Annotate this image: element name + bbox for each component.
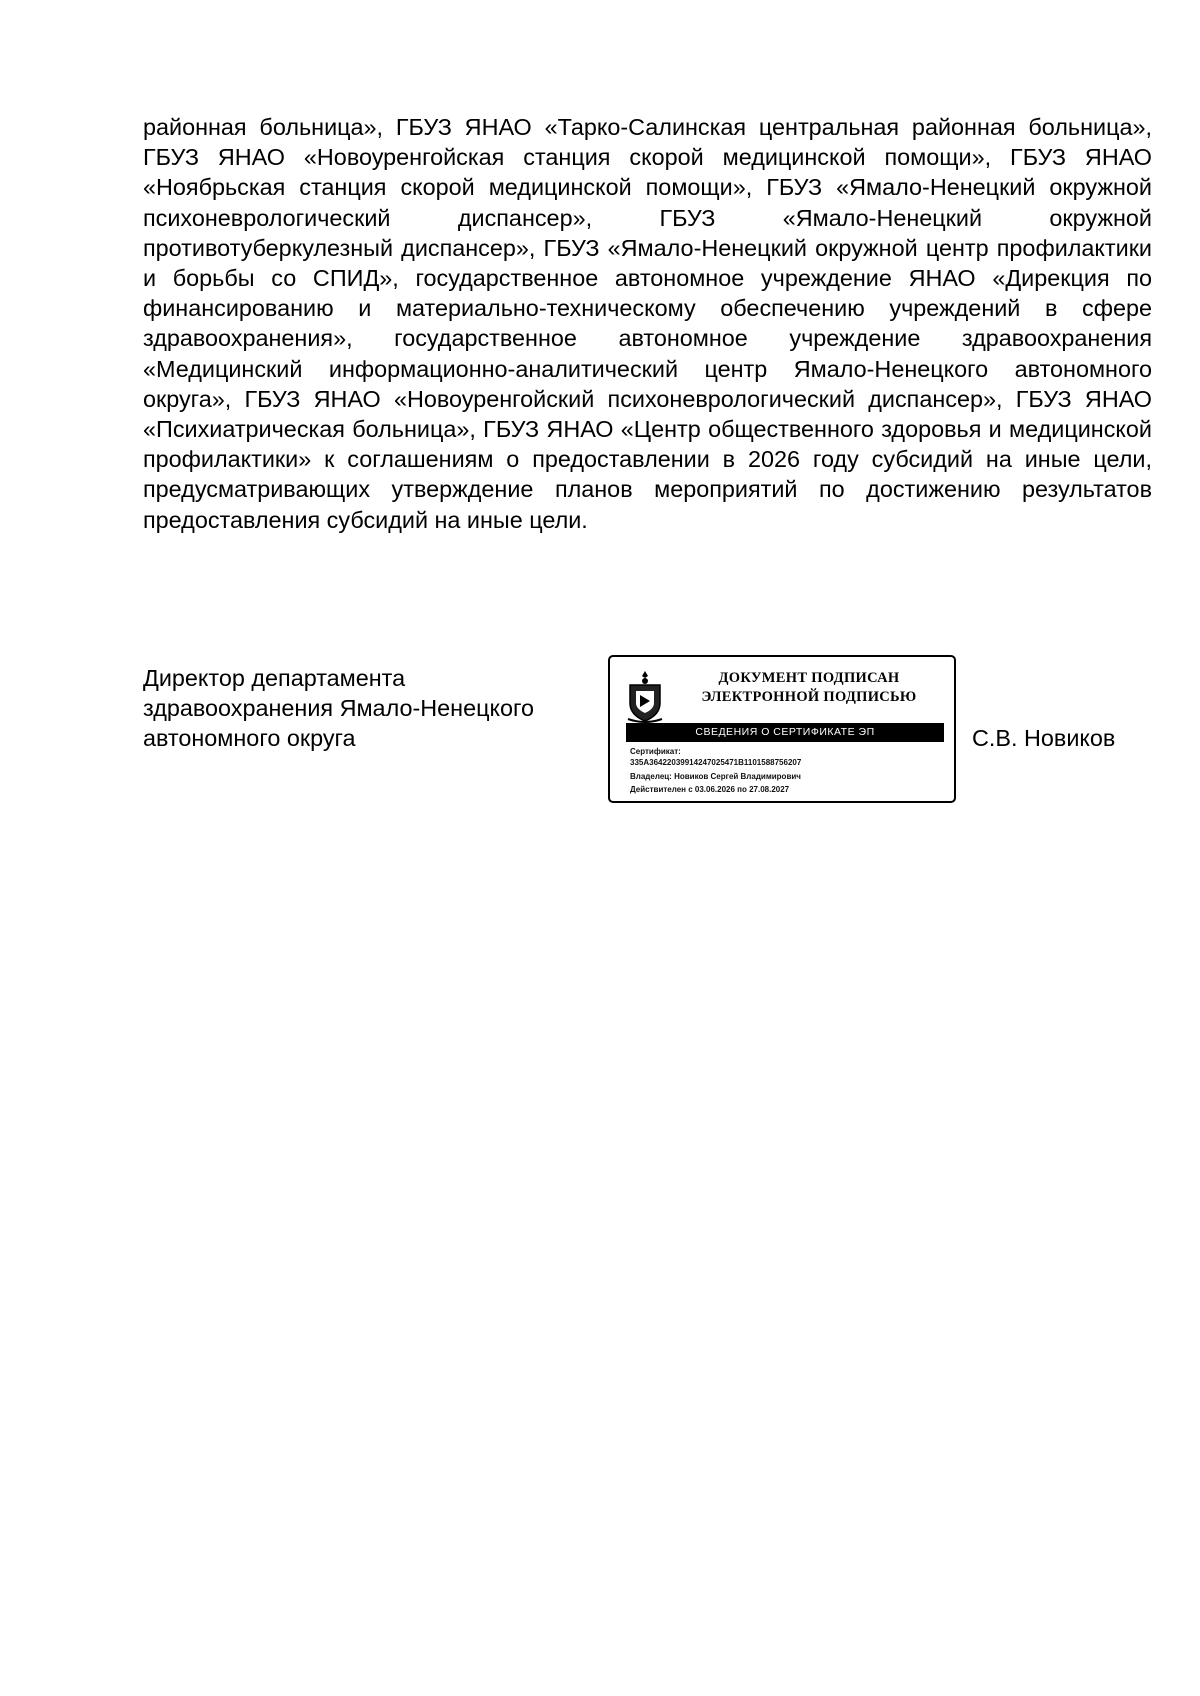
stamp-validity: Действителен с 03.06.2026 по 27.08.2027 — [630, 785, 790, 794]
electronic-signature-stamp — [608, 655, 956, 803]
signer-title: Директор департамента здравоохранения Ямало-Ненецкого автономного округа — [143, 665, 535, 751]
stamp-certificate-label: Сертификат: — [630, 747, 681, 756]
signer-name: С.В. Новиков — [972, 725, 1116, 751]
document-body-text: районная больница», ГБУЗ ЯНАО «Тарко-Салинская центральная районная больница», ГБУЗ ЯНАО «Новоуренгойская станция скорой медицинской помощи», ГБУЗ ЯНАО «Ноябрьская станция скорой медицинской помощи», ГБУЗ «Ямало-Ненецкий окружной психоневрологический диспансер», ГБУЗ «Ямало-Ненецкий окружной противотуберкулезный диспансер», ГБУЗ «Ямало-Ненецкий окружной центр профилактики и борьбы со СПИД», государственное автономное учреждение ЯНАО «Дирекция по финансированию и материально-техническому обеспечению учреждений в сфере здравоохранения», государственное автономное учреждение здравоохранения «Медицинский информационно-аналитический центр Ямало-Ненецкого автономного округа», ГБУЗ ЯНАО «Новоуренгойский психоневрологический диспансер», ГБУЗ ЯНАО «Психиатрическая больница», ГБУЗ ЯНАО «Центр общественного здоровья и медицинской профилактики» к соглашениям о предоставлении в 2026 году субсидий на иные цели, предусматривающих утверждение планов мероприятий по достижению результатов предоставления субсидий на иные цели. — [143, 114, 1152, 533]
stamp-certificate-info-bar: СВЕДЕНИЯ О СЕРТИФИКАТЕ ЭП — [626, 723, 944, 742]
stamp-heading: ДОКУМЕНТ ПОДПИСАН ЭЛЕКТРОННОЙ ПОДПИСЬЮ — [701, 670, 917, 705]
stamp-certificate-number: 335A36422039914247025471B1101588756207 — [630, 758, 802, 767]
stamp-owner: Владелец: Новиков Сергей Владимирович — [630, 772, 801, 781]
coat-of-arms-icon — [624, 669, 666, 725]
